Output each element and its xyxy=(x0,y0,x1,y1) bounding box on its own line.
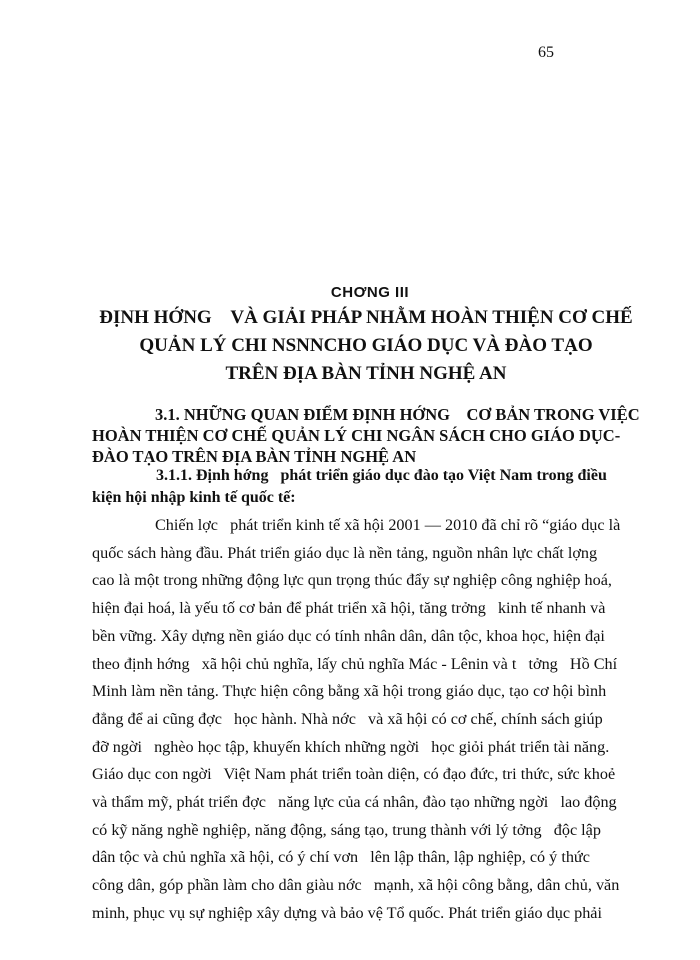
subsection-heading xyxy=(92,465,652,509)
body-line: đẳng để ai cũng đợc học hành. Nhà nớc và xã hội có cơ chế, chính sách giúp xyxy=(92,709,603,728)
body-line: có kỹ năng nghề nghiệp, năng động, sáng tạo, trung thành với lý tởng độc lập xyxy=(92,820,601,839)
body-line: bền vững. Xây dựng nền giáo dục có tính nhân dân, dân tộc, khoa học, hiện đại xyxy=(92,626,605,645)
chapter-label: CHƠNG III xyxy=(330,284,410,301)
chapter-title-line: QUẢN LÝ CHI NSNNCHO GIÁO DỤC VÀ ĐÀO TẠO xyxy=(139,335,593,356)
page-number: 65 xyxy=(538,44,554,61)
body-line: hiện đại hoá, là yếu tố cơ bản để phát triển xã hội, tăng trởng kinh tế nhanh và xyxy=(92,599,606,618)
body-line: cao là một trong những động lực qun trọng thúc đẩy sự nghiệp công nghiệp hoá, xyxy=(92,571,612,590)
section-heading-line: 3.1. NHỮNG QUAN ĐIỂM ĐỊNH HỚNG CƠ BẢN TRONG VIỆC xyxy=(155,405,640,424)
subsection-heading-line: kiện hội nhập kinh tế quốc tế: xyxy=(92,489,296,506)
body-line: và thẩm mỹ, phát triển đợc năng lực của cá nhân, đào tạo những ngời lao động xyxy=(92,793,617,812)
section-heading-line: ĐÀO TẠO TRÊN ĐỊA BÀN TỈNH NGHỆ AN xyxy=(92,447,417,466)
subsection-heading-line: 3.1.1. Định hớng phát triển giáo dục đào tạo Việt Nam trong điều xyxy=(156,467,607,484)
body-paragraph xyxy=(92,512,654,928)
chapter-title xyxy=(86,304,646,388)
body-line: dân tộc và chủ nghĩa xã hội, có ý chí vơn lên lập thân, lập nghiệp, có ý thức xyxy=(92,848,590,867)
body-line: đỡ ngời nghèo học tập, khuyến khích những ngời học giỏi phát triển tài năng. xyxy=(92,737,610,756)
chapter-title-line: ĐỊNH HỚNG VÀ GIẢI PHÁP NHẰM HOÀN THIỆN CƠ CHẾ xyxy=(99,307,633,328)
section-heading-line: HOÀN THIỆN CƠ CHẾ QUẢN LÝ CHI NGÂN SÁCH CHO GIÁO DỤC- xyxy=(92,426,621,445)
body-line: Chiến lợc phát triển kinh tế xã hội 2001 — 2010 đã chỉ rõ “giáo dục là xyxy=(155,516,621,534)
body-line: Giáo dục con ngời Việt Nam phát triển toàn diện, có đạo đức, tri thức, sức khoẻ xyxy=(92,765,616,784)
body-line: quốc sách hàng đầu. Phát triển giáo dục là nền tảng, nguồn nhân lực chất lợng xyxy=(92,543,598,562)
body-line: Minh làm nền tảng. Thực hiện công bằng xã hội trong giáo dục, tạo cơ hội bình xyxy=(92,682,607,701)
section-heading xyxy=(92,404,652,467)
body-line: công dân, góp phần làm cho dân giàu nớc mạnh, xã hội công bằng, dân chủ, văn xyxy=(92,876,620,895)
body-line: minh, phục vụ sự nghiệp xây dựng và bảo vệ Tổ quốc. Phát triển giáo dục phải xyxy=(92,903,602,922)
chapter-title-line: TRÊN ĐỊA BÀN TỈNH NGHỆ AN xyxy=(225,363,507,384)
body-line: theo định hớng xã hội chủ nghĩa, lấy chủ nghĩa Mác - Lênin và t tởng Hồ Chí xyxy=(92,654,618,673)
